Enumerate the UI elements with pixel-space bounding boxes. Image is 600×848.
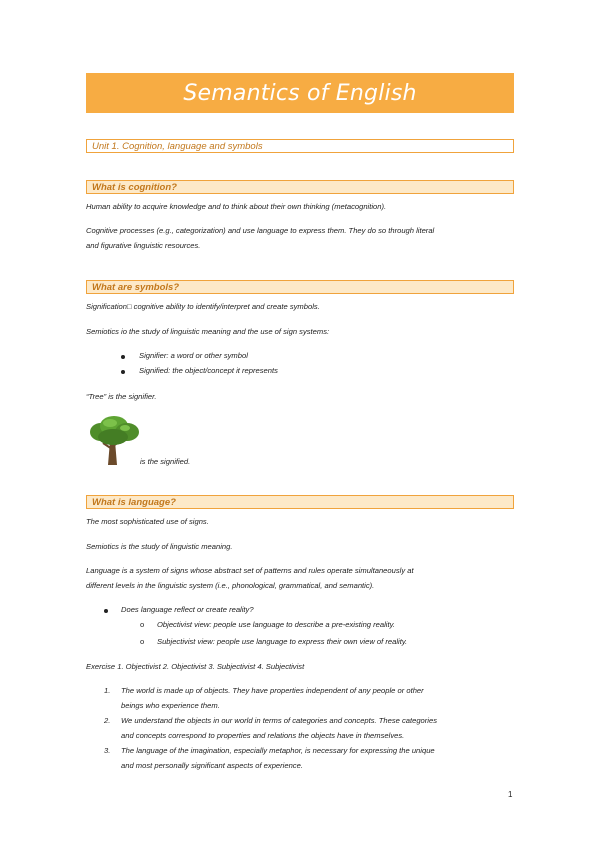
sub-bullet-marker: o bbox=[140, 620, 145, 629]
list-item: The language of the imagination, especially metaphor, is necessary for expressing the unique bbox=[121, 746, 435, 755]
section-heading-cognition bbox=[86, 180, 514, 194]
paragraph: Cognitive processes (e.g., categorization) and use language to express them. They do so through literal bbox=[86, 226, 435, 235]
tree-image bbox=[86, 415, 142, 467]
list-item: Signifier: a word or other symbol bbox=[139, 351, 248, 360]
section-heading-symbols bbox=[86, 280, 514, 294]
list-item: and most personally significant aspects of experience. bbox=[121, 761, 303, 770]
list-number: 2. bbox=[104, 716, 111, 725]
list-item: Objectivist view: people use language to describe a pre-existing reality. bbox=[157, 620, 395, 629]
list-item: Subjectivist view: people use language to express their own view of reality. bbox=[157, 637, 408, 646]
unit-heading bbox=[86, 139, 514, 153]
bullet-dot bbox=[121, 370, 125, 374]
paragraph: different levels in the linguistic system (i.e., phonological, grammatical, and semantic). bbox=[86, 581, 375, 590]
unit-heading-text: Unit 1. Cognition, language and symbols bbox=[92, 141, 263, 152]
list-number: 1. bbox=[104, 686, 111, 695]
bullet-dot bbox=[104, 609, 108, 613]
page-number: 1 bbox=[508, 790, 513, 799]
list-item: beings who experience them. bbox=[121, 701, 220, 710]
document-title: Semantics of English bbox=[183, 80, 417, 106]
list-item: Does language reflect or create reality? bbox=[121, 605, 254, 614]
section-heading-text: What are symbols? bbox=[92, 282, 180, 293]
list-item: and concepts correspond to properties and relations the objects have in themselves. bbox=[121, 731, 405, 740]
paragraph: and figurative linguistic resources. bbox=[86, 241, 201, 250]
paragraph: Language is a system of signs whose abstract set of patterns and rules operate simultaneously at bbox=[86, 566, 414, 575]
title-banner bbox=[86, 73, 514, 113]
exercise-line: Exercise 1. Objectivist 2. Objectivist 3. Subjectivist 4. Subjectivist bbox=[86, 662, 305, 671]
list-item: The world is made up of objects. They have properties independent of any people or other bbox=[121, 686, 424, 695]
bullet-dot bbox=[121, 355, 125, 359]
paragraph: Human ability to acquire knowledge and to think about their own thinking (metacognition). bbox=[86, 202, 387, 211]
paragraph: Semiotics io the study of linguistic meaning and the use of sign systems: bbox=[86, 327, 330, 336]
paragraph: Signification□ cognitive ability to identify/interpret and create symbols. bbox=[86, 302, 320, 311]
image-caption: is the signified. bbox=[140, 457, 191, 466]
list-number: 3. bbox=[104, 746, 111, 755]
section-heading-language bbox=[86, 495, 514, 509]
paragraph: The most sophisticated use of signs. bbox=[86, 517, 209, 526]
section-heading-text: What is language? bbox=[92, 497, 176, 508]
section-heading-text: What is cognition? bbox=[92, 182, 177, 193]
list-item: Signified: the object/concept it represents bbox=[139, 366, 278, 375]
sub-bullet-marker: o bbox=[140, 637, 145, 646]
paragraph: “Tree” is the signifier. bbox=[86, 392, 157, 401]
list-item: We understand the objects in our world in terms of categories and concepts. These categories bbox=[121, 716, 438, 725]
paragraph: Semiotics is the study of linguistic meaning. bbox=[86, 542, 233, 551]
